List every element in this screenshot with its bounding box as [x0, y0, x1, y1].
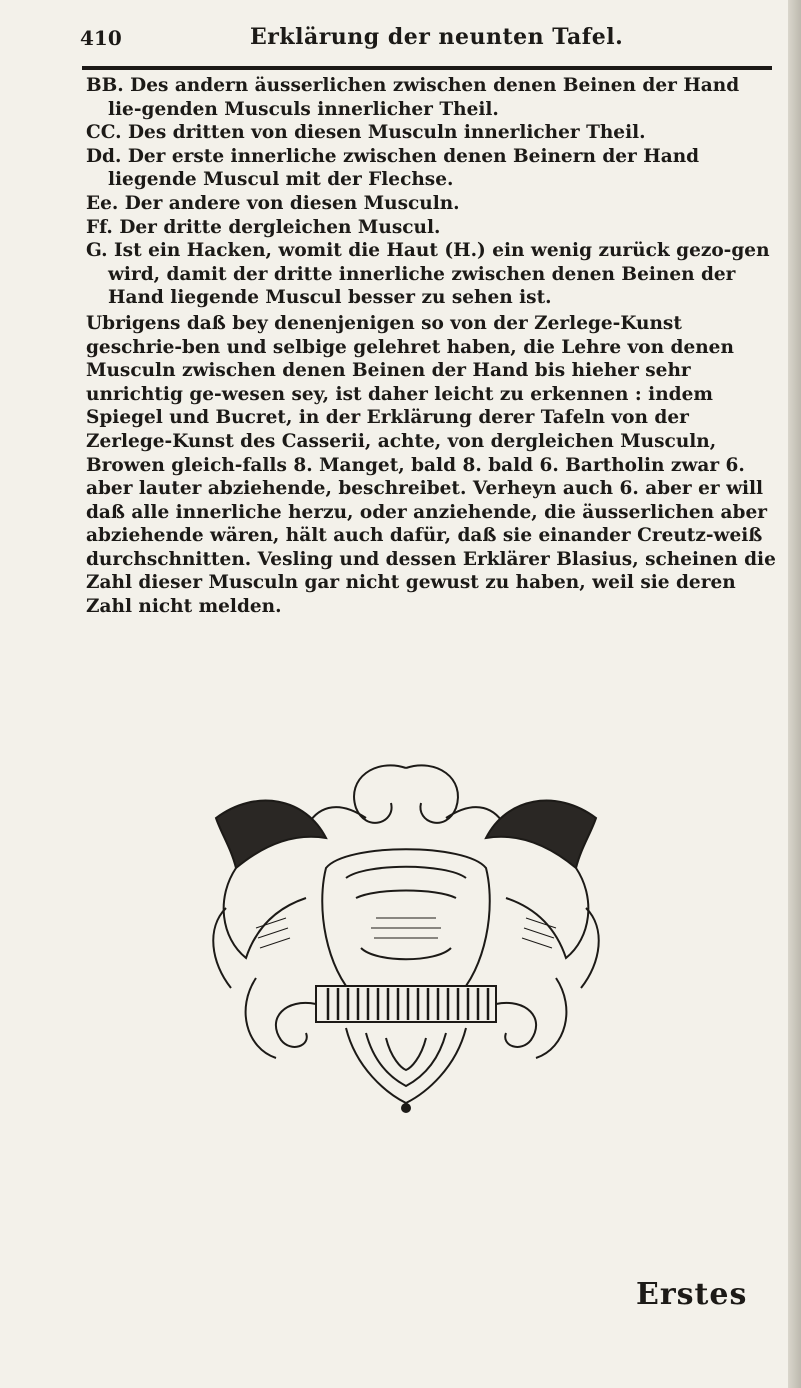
decorative-cartouche-vignette-icon [196, 748, 616, 1118]
page-header [80, 20, 770, 60]
legend-entry-cc: CC. Des dritten von diesen Musculn innerlicher Theil. [86, 122, 646, 144]
legend-entry-g: G. Ist ein Hacken, womit die Haut (H.) ein wenig zurück gezo-gen wird, damit der dritte innerliche zwischen denen Beinen der Hand liegende Muscul besser zu sehen ist. [86, 240, 770, 309]
commentary-paragraph: Ubrigens daß bey denenjenigen so von der Zerlege-Kunst geschrie-ben und selbige gelehret haben, die Lehre von denen Musculn zwischen denen Beinen der Hand bis hieher sehr unrichtig ge-wesen sey, ist daher leicht zu erkennen : indem Spiegel und Bucret, in der Erklärung derer Tafeln von der Zerlege-Kunst des Casserii, achte, von dergleichen Musculn, Browen gleich-falls 8. Manget, bald 8. bald 6. Bartholin zwar 6. aber lauter abziehende, beschreibet. Verheyn auch 6. aber er will daß alle innerliche herzu, oder anziehende, die äusserlichen aber abziehende wären, hält auch dafür, daß sie einander Creutz-weiß durchschnitten. Vesling und dessen Erklärer Blasius, scheinen die Zahl dieser Musculn gar nicht gewust zu haben, weil sie deren Zahl nicht melden. [86, 312, 776, 618]
legend-entry-dd: Dd. Der erste innerliche zwischen denen Beinern der Hand liegende Muscul mit der Flechse. [86, 145, 700, 191]
header-rule [82, 66, 772, 70]
running-title: Erklärung der neunten Tafel. [250, 24, 624, 50]
legend-entry-ff: Ff. Der dritte dergleichen Muscul. [86, 216, 441, 238]
page-body [86, 74, 776, 619]
page-number: 410 [80, 26, 122, 50]
catchword: Erstes [636, 1277, 748, 1312]
page-edge [788, 0, 801, 1388]
legend-entry-bb: BB. Des andern äusserlichen zwischen denen Beinen der Hand lie-genden Musculs innerlicher Theil. [86, 75, 740, 120]
legend-entry-ee: Ee. Der andere von diesen Musculn. [86, 192, 460, 214]
